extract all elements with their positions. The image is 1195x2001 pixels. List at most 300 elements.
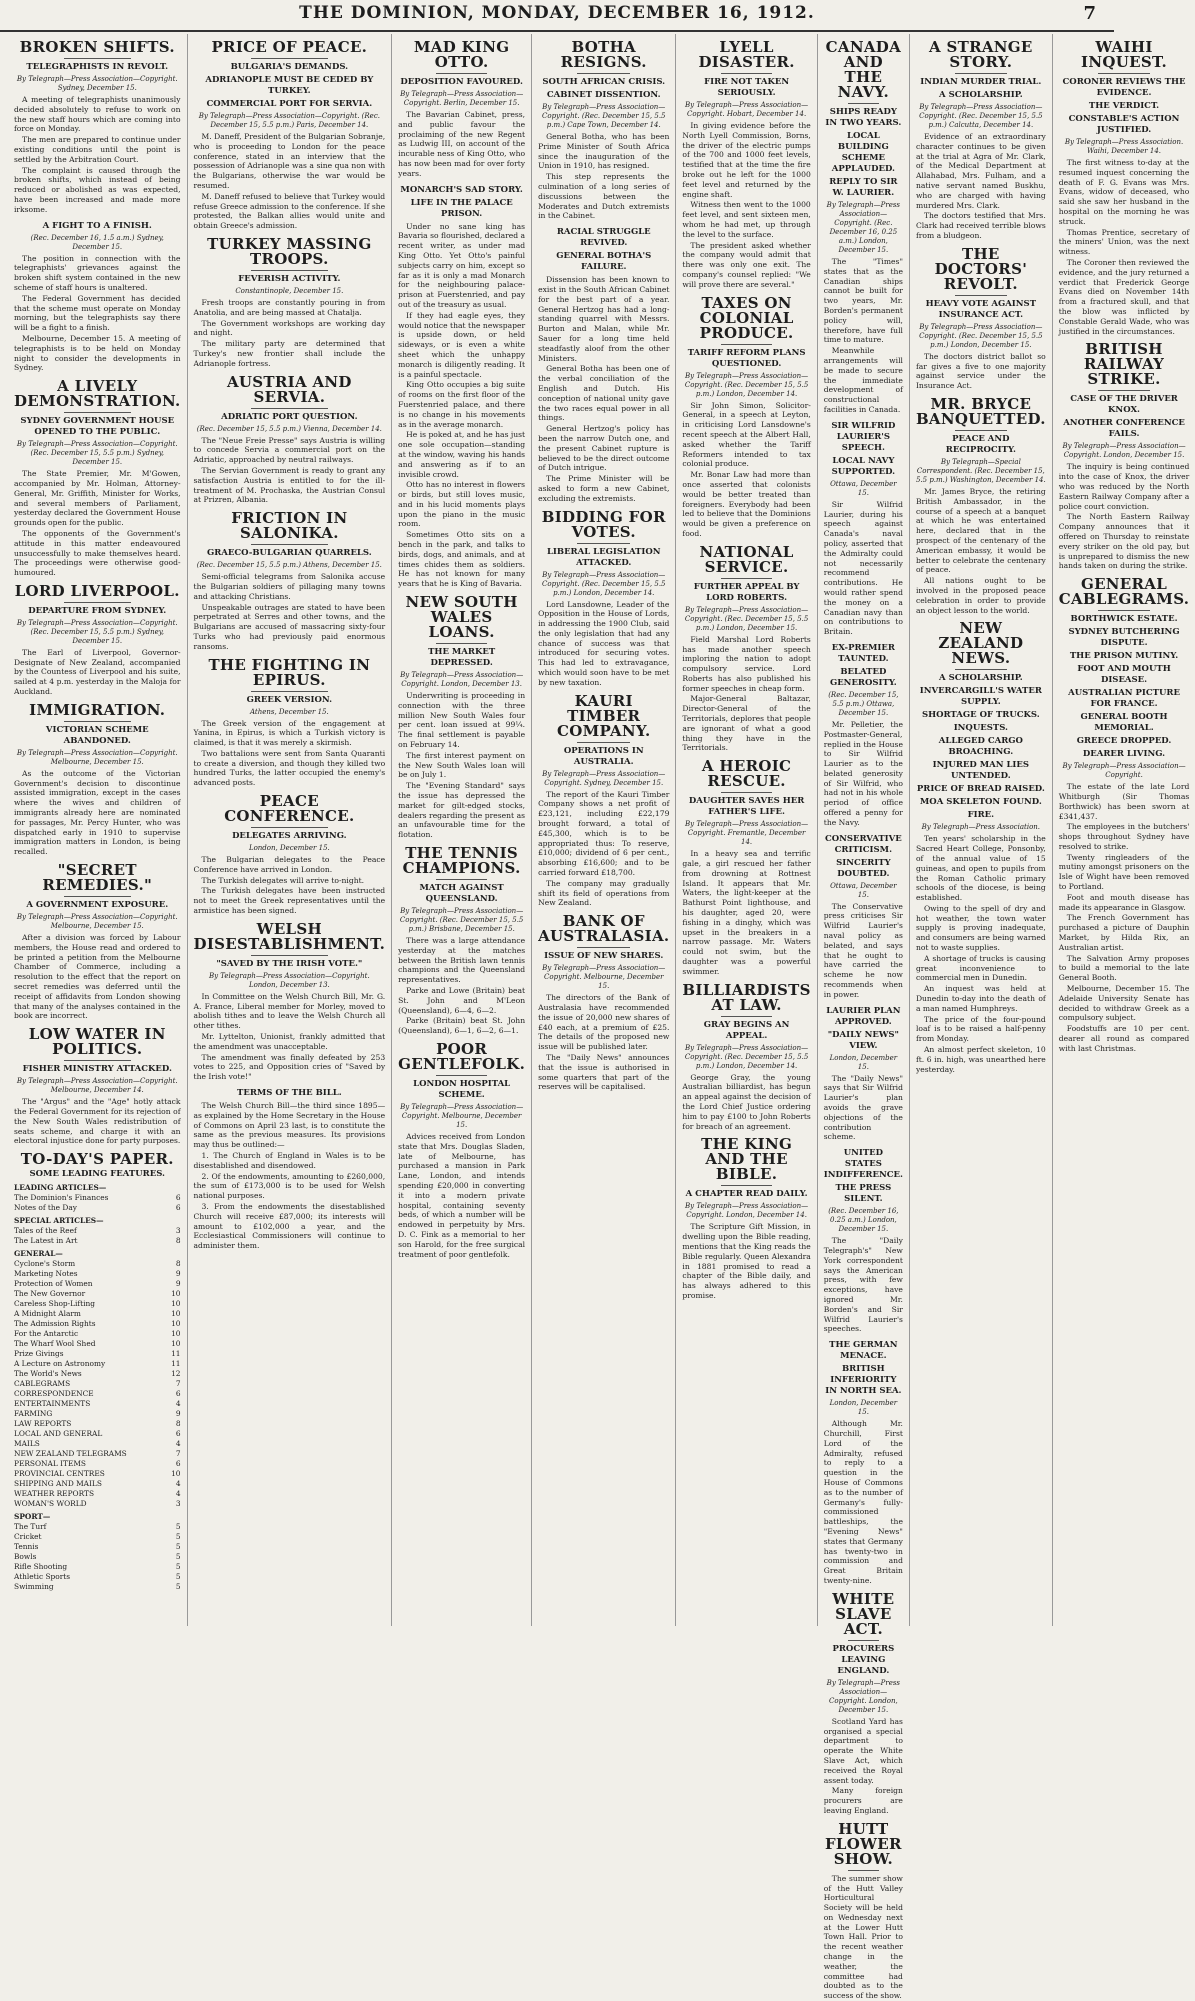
article-subhead: A SCHOLARSHIP. bbox=[939, 90, 1023, 100]
article-paragraph: In Committee on the Welsh Church Bill, Mr. G. A. France, Liberal member for Morley, moved to abolish tithes and to leave the Welsh Church all other tithes. bbox=[193, 991, 386, 1031]
index-label: Careless Shop-Lifting bbox=[14, 1299, 95, 1309]
article-paragraph: Parke and Lowe (Britain) beat St. John and M'Leon (Queensland), 6—4, 6—2. bbox=[398, 986, 526, 1015]
article-byline: By Telegraph—Press Association—Copyright. Berlin, December 15. bbox=[400, 90, 524, 107]
article-headline: LOW WATER IN POLITICS. bbox=[28, 1025, 166, 1059]
article-subhead: VICTORIAN SCHEME ABANDONED. bbox=[45, 724, 149, 746]
article-headline: NEW SOUTH WALES LOANS. bbox=[405, 593, 518, 642]
article-paragraph: The position in connection with the telegraphists' grievances against the broken shift system contained in the new scheme of staff hours is unaltered. bbox=[14, 253, 181, 292]
index-page: 6 bbox=[175, 1459, 181, 1469]
index-label: Athletic Sports bbox=[14, 1572, 71, 1582]
rule-divider bbox=[848, 1870, 880, 1871]
index-row bbox=[14, 1319, 181, 1329]
index-page: 10 bbox=[171, 1309, 181, 1319]
article-subhead: THE GERMAN MENACE. bbox=[829, 1340, 898, 1362]
article-paragraph: He is poked at, and he has just one sole occupation—standing at the window, waving his hands and answering as if to an invisible crowd. bbox=[398, 430, 526, 479]
article bbox=[823, 1589, 903, 1816]
article-paragraph: The "Neue Freie Presse" says Austria is willing to concede Servia a commercial port on the Adriatic, approached by neutral railways. bbox=[193, 435, 386, 465]
article-paragraph: The "Daily News" announces that the issue is authorised in some quarters that part of the reserves will be capitalised. bbox=[538, 1053, 670, 1092]
article-headline: PRICE OF PEACE. bbox=[211, 38, 368, 56]
article-byline: (Rec. December 15, 5.5 p.m.) Vienna, December 14. bbox=[196, 424, 382, 433]
index-title: TO-DAY'S PAPER. bbox=[20, 1150, 174, 1169]
index-label: Bowls bbox=[14, 1552, 37, 1562]
index-page: 5 bbox=[175, 1552, 181, 1562]
index-page: 6 bbox=[175, 1203, 181, 1213]
article-paragraph: Unspeakable outrages are stated to have been perpetrated at Serres and other towns, and the Bulgarians are accused of massacring sixty-four Turks who had previously paid enormous ransoms. bbox=[193, 602, 386, 651]
article-paragraph: The complaint is caused through the broken shifts, which instead of being reduced or abolished as was expected, have been increased and made more irksome. bbox=[14, 165, 181, 214]
article-paragraph: The Scripture Gift Mission, in dwelling upon the Bible reading, mentions that the King reads the Bible regularly. Queen Alexandra in 1881 promised to read a chapter of the Bible daily, and has always adhered to this promise. bbox=[682, 1222, 811, 1300]
rule-divider bbox=[251, 544, 328, 545]
article-headline: FRICTION IN SALONIKA. bbox=[231, 509, 348, 543]
article bbox=[14, 40, 181, 215]
article-paragraph: Mr. James Bryce, the retiring British Ambassador, in the course of a speech at a banquet at which he was entertained here, declared that in the prospect of the centenary of the American embassy, it would be better to celebrate the centenary of peace. bbox=[915, 486, 1046, 575]
article bbox=[14, 581, 181, 697]
article-paragraph: After a division was forced by Labour members, the House read and ordered to be printed a petition from the Melbourne Chamber of Commerce, including a resolution to the effect that the report on secret remedies was deferred until the receipt of affidavits from London showing that many of the analyses contained in the book are incorrect. bbox=[14, 933, 181, 1021]
article-subhead: A SCHOLARSHIP. bbox=[939, 673, 1023, 684]
index-label: Tales of the Reef bbox=[14, 1226, 77, 1236]
article-subhead: BRITISH INFERIORITY IN NORTH SEA. bbox=[825, 1364, 902, 1397]
index-row bbox=[14, 1269, 181, 1279]
index-label: Cyclone's Storm bbox=[14, 1259, 76, 1269]
index-page: 8 bbox=[175, 1419, 181, 1429]
article-paragraph: The French Government has purchased a picture of Dauphin Market, by Hilda Rix, an Australian artist. bbox=[1058, 913, 1190, 952]
article-byline: (Rec. December 15, 5.5 p.m.) Ottawa, December 15. bbox=[828, 690, 899, 717]
article bbox=[398, 595, 525, 840]
article bbox=[14, 379, 181, 578]
article-paragraph: Thomas Prentice, secretary of the miners' Union, was the next witness. bbox=[1058, 227, 1190, 257]
article-paragraph: Scotland Yard has organised a special department to operate the White Slave Act, which received the Royal assent today. bbox=[823, 1716, 903, 1785]
article-paragraph: King Otto occupies a big suite of rooms on the first floor of the Fuerstenried palace, and there is no change in his movements as in the average monarch. bbox=[398, 380, 526, 429]
index-row bbox=[14, 1339, 181, 1349]
index-page: 9 bbox=[175, 1269, 181, 1279]
article-subhead: INDIAN MURDER TRIAL. bbox=[920, 77, 1042, 87]
article-byline: London, December 15. bbox=[829, 1399, 898, 1417]
article-headline: LYELL DISASTER. bbox=[698, 38, 795, 71]
article-subhead: LIFE IN THE PALACE PRISON. bbox=[410, 197, 513, 219]
article-headline: LORD LIVERPOOL. bbox=[14, 581, 180, 600]
article-subhead: FISHER MINISTRY ATTACKED. bbox=[22, 1064, 172, 1075]
article-paragraph: Although Mr. Churchill, First Lord of the Admiralty, refused to reply to a question in the House of Commons as to the number of Germany's fully-commissioned battleships, the "Evening News" states that Germany has twenty-two in commission and Great Britain twenty-nine. bbox=[823, 1419, 903, 1585]
rule-divider bbox=[955, 295, 1007, 296]
index-row bbox=[14, 1489, 181, 1499]
article-subhead: INJURED MAN LIES UNTENDED. bbox=[932, 760, 1030, 782]
index-label: PROVINCIAL CENTRES bbox=[14, 1469, 105, 1479]
article-subhead: "DAILY NEWS" VIEW. bbox=[827, 1029, 899, 1051]
article-paragraph: 1. The Church of England in Wales is to be disestablished and disendowed. bbox=[193, 1151, 386, 1170]
index-page: 5 bbox=[175, 1572, 181, 1582]
article bbox=[682, 1137, 810, 1300]
page-number: 7 bbox=[1083, 3, 1096, 24]
index-page: 9 bbox=[175, 1409, 181, 1419]
article bbox=[824, 834, 903, 1000]
article-headline: BILLIARDISTS AT LAW. bbox=[682, 980, 811, 1014]
article bbox=[193, 655, 386, 789]
article-paragraph: Lord Lansdowne, Leader of the Opposition in the House of Lords, in addressing the 1900 Club, said the only legislation that had any chance of success was that introduced for securing votes. This had led to extravagance, which would soon have to be met by new taxation. bbox=[538, 599, 670, 687]
index-page: 10 bbox=[171, 1469, 181, 1479]
article-paragraph: The amendment was finally defeated by 253 votes to 225, and Opposition cries of "Saved by the Irish vote!" bbox=[193, 1052, 386, 1082]
index-label: LAW REPORTS bbox=[14, 1419, 72, 1429]
article bbox=[916, 40, 1046, 241]
article bbox=[915, 394, 1046, 615]
article bbox=[14, 863, 181, 1021]
article bbox=[824, 1340, 903, 1586]
article-paragraph: M. Daneff refused to believe that Turkey would refuse Greece admission to the conference. If she protested, the Balkan allies would unite and obtain Greece's admission. bbox=[193, 191, 386, 231]
index-label: Notes of the Day bbox=[14, 1203, 77, 1213]
article-subhead: LAURIER PLAN APPROVED. bbox=[826, 1005, 901, 1027]
article-byline: Constantinople, December 15. bbox=[235, 286, 344, 295]
article-headline: MAD KING OTTO. bbox=[413, 38, 510, 71]
article-paragraph: General Botha, who has been Prime Minister of South Africa since the inauguration of the Union in 1910, has resigned. bbox=[538, 132, 670, 171]
index-page: 10 bbox=[171, 1319, 181, 1329]
index-row bbox=[14, 1349, 181, 1359]
article-paragraph: The men are prepared to continue under existing conditions until the point is settled by the Arbitration Court. bbox=[14, 135, 181, 164]
rule-divider bbox=[251, 408, 328, 409]
rule-divider bbox=[64, 896, 131, 897]
article-byline: By Telegraph—Press Association—Copyright. (Rec. December 15, 5.5 p.m.) Sydney, December 15. bbox=[16, 618, 178, 645]
index-row bbox=[14, 1582, 181, 1592]
article-subhead: DAUGHTER SAVES HER FATHER'S LIFE. bbox=[688, 796, 805, 818]
index-section-heading: SPORT— bbox=[14, 1512, 51, 1522]
rule-divider bbox=[577, 947, 630, 948]
article-paragraph: The Salvation Army proposes to build a memorial to the late General Booth. bbox=[1058, 953, 1190, 983]
article bbox=[915, 244, 1046, 391]
article-byline: By Telegraph—Press Association—Copyright. London, December 13. bbox=[208, 971, 370, 989]
article-subhead: DEARER LIVING. bbox=[1082, 749, 1166, 760]
article-byline: By Telegraph—Special Correspondent. (Rec. December 15, 5.5 p.m.) Washington, December 14. bbox=[915, 457, 1046, 484]
article-paragraph: The opponents of the Government's attitude in this matter endeavoured unsuccessfully to make themselves heard. The proceedings were otherwise good-humoured. bbox=[14, 528, 181, 578]
index-row bbox=[14, 1532, 181, 1542]
index-section-heading: GENERAL— bbox=[14, 1249, 63, 1259]
article bbox=[916, 621, 1046, 1074]
rule-divider bbox=[436, 1075, 487, 1076]
article bbox=[194, 1088, 386, 1251]
article-subhead: BORTHWICK ESTATE. bbox=[1070, 614, 1178, 625]
article-subhead: AUSTRALIAN PICTURE FOR FRANCE. bbox=[1068, 688, 1180, 710]
article-paragraph: M. Daneff, President of the Bulgarian Sobranje, who is proceeding to London for the peace conference, stated in an interview that the possession of Adrianople was a sine qua non with the Bulgarians, otherwise the war would be resumed. bbox=[193, 132, 386, 190]
article-paragraph: Semi-official telegrams from Salonika accuse the Bulgarian soldiers of pillaging many towns and attacking Christians. bbox=[193, 572, 386, 601]
article-paragraph: The Coroner then reviewed the evidence, and the jury returned a verdict that Frederick George Evans died on November 14th from a fractured skull, and that the blow was inflicted by Constable Gerald Wade, who was justified in the circumstances. bbox=[1058, 257, 1190, 336]
article-byline: By Telegraph—Press Association—Copyright. Hobart, December 14. bbox=[685, 101, 809, 118]
article-subhead: PEACE AND RECIPROCITY. bbox=[945, 433, 1016, 455]
article-subhead: A GOVERNMENT EXPOSURE. bbox=[26, 900, 169, 911]
article bbox=[824, 1148, 903, 1334]
index-label: The Turf bbox=[14, 1522, 47, 1532]
article-subhead: LOCAL NAVY SUPPORTED. bbox=[831, 455, 896, 477]
article-subhead: SIR WILFRID LAURIER'S SPEECH. bbox=[831, 420, 896, 453]
article-paragraph: Otto has no interest in flowers or birds, but still loves music, and in his lucid moments plays upon the piano in the music room. bbox=[398, 480, 526, 529]
article-subhead: GENERAL BOOTH MEMORIAL. bbox=[1080, 712, 1168, 734]
article-byline: By Telegraph—Press Association. Waihi, December 14. bbox=[1064, 138, 1184, 155]
index-page: 3 bbox=[175, 1226, 181, 1236]
article-headline: TURKEY MASSING TROOPS. bbox=[207, 234, 372, 268]
index-page: 11 bbox=[171, 1359, 181, 1369]
article-paragraph: Foodstuffs are 10 per cent. dearer all round as compared with last Christmas. bbox=[1058, 1024, 1190, 1053]
article-subhead: MOA SKELETON FOUND. bbox=[919, 797, 1042, 808]
article-paragraph: The Turkish delegates have been instructed not to meet the Greek representatives until the armistice has been signed. bbox=[193, 886, 386, 916]
article-subhead: RACIAL STRUGGLE REVIVED. bbox=[556, 227, 651, 249]
article-byline: (Rec. December 16, 0.25 a.m.) London, December 15. bbox=[828, 1207, 899, 1234]
article-subhead: SYDNEY GOVERNMENT HOUSE OPENED TO THE PUBLIC. bbox=[20, 416, 175, 438]
index-page: 9 bbox=[175, 1279, 181, 1289]
article-byline: By Telegraph—Press Association—Copyright. (Rec. December 15, 5.5 p.m.) London, December 15. bbox=[684, 605, 809, 632]
rule-divider bbox=[64, 721, 131, 722]
index-label: MAILS bbox=[14, 1439, 40, 1449]
article-subhead: THE PRESS SILENT. bbox=[835, 1183, 892, 1205]
index-label: For the Antarctic bbox=[14, 1329, 79, 1339]
article-subhead: FIRE NOT TAKEN SERIOUSLY. bbox=[704, 77, 790, 98]
article-paragraph: Melbourne, December 15. The Adelaide University Senate has decided to withdraw Greek as a compulsory subject. bbox=[1058, 984, 1190, 1023]
article-byline: By Telegraph—Press Association—Copyright. (Rec. December 15, 5.5 p.m.) Sydney, December 15. bbox=[16, 440, 178, 467]
index-label: Marketing Notes bbox=[14, 1269, 78, 1279]
index-label: Cricket bbox=[14, 1532, 42, 1542]
column-7 bbox=[910, 34, 1053, 1626]
index-row bbox=[14, 1389, 181, 1399]
article-subhead: A CHAPTER READ DAILY. bbox=[685, 1189, 808, 1200]
rule-divider bbox=[436, 879, 487, 880]
article-byline: By Telegraph—Press Association—Copyright. (Rec. December 16, 0.25 a.m.) London, December 15. bbox=[826, 201, 901, 254]
index-row bbox=[14, 1329, 181, 1339]
index-row bbox=[14, 1409, 181, 1419]
index-page: 10 bbox=[171, 1299, 181, 1309]
article-subhead: SYDNEY BUTCHERING DISPUTE. bbox=[1068, 627, 1180, 649]
article-byline: By Telegraph—Press Association—Copyright. bbox=[1062, 762, 1186, 780]
article-paragraph: Twenty ringleaders of the mutiny amongst prisoners on the Isle of Wight have been removed to Portland. bbox=[1058, 852, 1190, 892]
index-label: CORRESPONDENCE bbox=[14, 1389, 94, 1399]
article-subhead: PROCURERS LEAVING ENGLAND. bbox=[832, 1643, 895, 1676]
article-paragraph: The North Eastern Railway Company announces that it offered on Thursday to reinstate every striker on the old pay, but is unprepared to dismiss the new hands taken on during the strike. bbox=[1058, 512, 1190, 571]
article-paragraph: A meeting of telegraphists unanimously decided absolutely to refuse to work on the new staff hours which are coming into force on Monday. bbox=[14, 95, 181, 134]
index-row bbox=[14, 1379, 181, 1389]
article-subhead: THE MARKET DEPRESSED. bbox=[428, 647, 496, 669]
article-byline: By Telegraph—Press Association—Copyright. Fremantle, December 14. bbox=[685, 820, 809, 847]
index-page: 7 bbox=[175, 1379, 181, 1389]
article-paragraph: Dissension has been known to exist in the South African Cabinet for the best part of a year. General Hertzog has had a long-standing quarrel with Messrs. Burton and Malan, while Mr. Sauer for a long time held steadfastly aloof from the other Ministers. bbox=[538, 275, 670, 363]
article-subhead: GENERAL BOTHA'S FAILURE. bbox=[556, 251, 652, 273]
article-byline: By Telegraph—Press Association—Copyright. Melbourne, December 15. bbox=[542, 964, 666, 991]
article-headline: KAURI TIMBER COMPANY. bbox=[556, 691, 651, 740]
article-byline: By Telegraph—Press Association—Copyright. London, December 15. bbox=[1062, 442, 1186, 460]
index-label: Swimming bbox=[14, 1582, 54, 1592]
article-paragraph: The Welsh Church Bill—the third since 1895—as explained by the Home Secretary in the House of Commons on April 23 last, is to constitute the same as the previous measures. Its provisions may thus be outlined:— bbox=[193, 1101, 386, 1150]
article-subhead: LOCAL BUILDING SCHEME APPLAUDED. bbox=[831, 131, 895, 174]
article-headline: PEACE CONFERENCE. bbox=[224, 792, 355, 826]
article bbox=[193, 234, 386, 369]
article-paragraph: There was a large attendance yesterday at the matches between the British lawn tennis champions and the Queensland representatives. bbox=[398, 936, 526, 985]
article-subhead: FEVERISH ACTIVITY. bbox=[238, 273, 341, 284]
article-headline: BRITISH RAILWAY STRIKE. bbox=[1083, 340, 1165, 389]
article-headline: THE TENNIS CHAMPIONS. bbox=[402, 844, 521, 878]
index-label: Prize Givings bbox=[14, 1349, 64, 1359]
article-paragraph: Field Marshal Lord Roberts has made another speech imploring the nation to adopt compulsory service. Lord Roberts has also published his former speeches in cheap form. bbox=[682, 634, 811, 693]
article-subhead: ANOTHER CONFERENCE FAILS. bbox=[1063, 418, 1185, 440]
rule-divider bbox=[848, 103, 880, 104]
article-subhead: BELATED GENEROSITY. bbox=[829, 666, 897, 688]
rule-divider bbox=[577, 742, 630, 743]
article-byline: By Telegraph—Press Association—Copyright. Sydney, December 15. bbox=[542, 769, 666, 787]
rule-divider bbox=[1098, 610, 1150, 611]
article-headline: BIDDING FOR VOTES. bbox=[541, 507, 666, 541]
article-subhead: TARIFF REFORM PLANS QUESTIONED. bbox=[687, 347, 806, 369]
article-subhead: MATCH AGAINST QUEENSLAND. bbox=[419, 883, 504, 905]
index-row bbox=[14, 1562, 181, 1572]
index-row bbox=[14, 1359, 181, 1369]
rule-divider bbox=[64, 602, 131, 603]
article bbox=[682, 980, 811, 1132]
rule-divider bbox=[436, 73, 487, 74]
article bbox=[824, 1006, 903, 1143]
article-byline: By Telegraph—Press Association—Copyright. (Rec. December 15, 5.5 p.m.) Calcutta, December 14. bbox=[919, 103, 1043, 129]
article bbox=[194, 511, 386, 651]
article-subhead: COMMERCIAL PORT FOR SERVIA. bbox=[206, 99, 373, 109]
article-byline: Ottawa, December 15. bbox=[830, 479, 897, 497]
article-subhead: LONDON HOSPITAL SCHEME. bbox=[413, 1078, 511, 1100]
article-byline: By Telegraph—Press Association. bbox=[921, 823, 1041, 832]
article-paragraph: Melbourne, December 15. A meeting of telegraphists is to be held on Monday night to consider the developments in Sydney. bbox=[14, 333, 181, 373]
index-row bbox=[14, 1193, 181, 1203]
article-paragraph: The Bulgarian delegates to the Peace Conference have arrived in London. bbox=[193, 855, 386, 874]
columns bbox=[8, 34, 1190, 2001]
article-byline: By Telegraph—Press Association—Copyright. London, December 14. bbox=[685, 1202, 809, 1220]
article-paragraph: The Federal Government has decided that the scheme must operate on Monday morning, but the telegraphists say there will be a fight to a finish. bbox=[14, 293, 181, 333]
article bbox=[14, 221, 181, 374]
index-page: 11 bbox=[171, 1349, 181, 1359]
article bbox=[1059, 40, 1190, 336]
article-headline: THE FIGHTING IN EPIRUS. bbox=[208, 655, 371, 689]
column-8 bbox=[1053, 34, 1195, 1626]
article-byline: London, December 15. bbox=[248, 844, 330, 853]
article-paragraph: Mr. Lyttelton, Unionist, frankly admitted that the amendment was unacceptable. bbox=[193, 1032, 386, 1051]
article-paragraph: An almost perfect skeleton, 10 ft. 6 in. high, was unearthed here yesterday. bbox=[915, 1045, 1046, 1074]
index-row bbox=[14, 1479, 181, 1489]
article-subhead: OPERATIONS IN AUSTRALIA. bbox=[563, 745, 644, 767]
article bbox=[682, 40, 810, 290]
index-label: FARMING bbox=[14, 1409, 53, 1419]
article-subhead: DEPARTURE FROM SYDNEY. bbox=[28, 605, 167, 616]
index-page: 5 bbox=[175, 1582, 181, 1592]
article-paragraph: In giving evidence before the North Lyell Commission, Borns, the driver of the electric pumps of the 700 and 1000 feet levels, testified that at the time the fire broke out he left for the 1000 feet level and returned by the engine shaft. bbox=[682, 121, 811, 199]
article-headline: HUTT FLOWER SHOW. bbox=[824, 1819, 902, 1868]
rule-divider bbox=[251, 955, 328, 956]
index-row bbox=[14, 1522, 181, 1532]
article-paragraph: Evidence of an extraordinary character continues to be given at the trial at Agra of Mr. Clark, of the Medical Department at Allahabad, Mrs. Fulham, and a native servant named Buskhu, who are charged with having murdered Mrs. Clark. bbox=[915, 132, 1046, 210]
article-headline: THE KING AND THE BIBLE. bbox=[701, 1135, 793, 1184]
article-paragraph: Mr. Pelletier, the Postmaster-General, replied in the House to Sir Wilfrid Laurier as to the belated generosity of Sir Wilfrid, who had not in his whole period of office offered a penny for the Navy. bbox=[823, 719, 903, 827]
article-paragraph: Foot and mouth disease has made its appearance in Glasgow. bbox=[1058, 892, 1190, 912]
rule-divider bbox=[721, 578, 772, 579]
index-page: 12 bbox=[171, 1369, 181, 1379]
index-row bbox=[14, 1439, 181, 1449]
article-paragraph: All nations ought to be involved in the proposed peace celebration in order to provide an object lesson to the world. bbox=[915, 576, 1046, 615]
article bbox=[682, 293, 811, 539]
index-label: Rifle Shooting bbox=[14, 1562, 68, 1572]
article-byline: London, December 15. bbox=[829, 1053, 898, 1071]
rule-divider bbox=[64, 58, 131, 59]
article-paragraph: The Greek version of the engagement at Yanina, in Epirus, is which a Turkish victory is claimed, is that it was merely a skirmish. bbox=[193, 718, 386, 748]
article-paragraph: General Hertzog's policy has been the narrow Dutch one, and the present Cabinet rupture is believed to be the direct outcome of Dutch intrigue. bbox=[538, 424, 670, 473]
article bbox=[538, 914, 669, 1092]
article-paragraph: Two battalions were sent from Santa Quaranti to create a diversion, and though they killed two hundred Turks, the latter occupied the enemy's advanced posts. bbox=[193, 748, 386, 788]
article-subhead: GRAECO-BULGARIAN QUARRELS. bbox=[206, 548, 372, 559]
article-paragraph: The "Evening Standard" says the issue has depressed the market for gilt-edged stocks, dealers regarding the present as an unfavourable time for the flotation. bbox=[398, 781, 526, 840]
article-subhead: HEAVY VOTE AGAINST INSURANCE ACT. bbox=[925, 298, 1037, 320]
article bbox=[194, 40, 386, 231]
rule-divider bbox=[251, 691, 328, 692]
article-byline: By Telegraph—Press Association—Copyright. (Rec. December 15, 5.5 p.m.) London, December 14. bbox=[684, 1043, 809, 1070]
article-paragraph: The price of the four-pound loaf is to be raised a half-penny from Monday. bbox=[915, 1014, 1046, 1044]
article bbox=[824, 421, 903, 637]
rule-divider bbox=[577, 543, 630, 544]
column-4 bbox=[532, 34, 676, 1626]
rule-divider bbox=[848, 1640, 880, 1641]
index-subtitle: SOME LEADING FEATURES. bbox=[29, 1169, 165, 1180]
index-page: 10 bbox=[171, 1289, 181, 1299]
article-headline: AUSTRIA AND SERVIA. bbox=[226, 372, 352, 406]
article bbox=[193, 372, 386, 506]
article bbox=[538, 507, 670, 688]
index-row bbox=[14, 1542, 181, 1552]
column-5 bbox=[676, 34, 817, 1626]
rule-divider bbox=[955, 430, 1007, 431]
article-paragraph: The first witness to-day at the resumed inquest concerning the death of F. G. Evans was Mrs. Evans, widow of deceased, who said she saw her husband in the hospital on the morning he was struck. bbox=[1058, 158, 1190, 226]
article-headline: BANK OF AUSTRALASIA. bbox=[538, 912, 670, 946]
article-subhead: REPLY TO SIR W. LAURIER. bbox=[829, 177, 898, 198]
article-paragraph: Sometimes Otto sits on a bench in the park, and talks to birds, dogs, and animals, and at times chides them as soldiers. He has not known for many years that he is King of Bavaria. bbox=[398, 530, 526, 589]
article-paragraph: The Prime Minister will be asked to form a new Cabinet, excluding the extremists. bbox=[538, 474, 670, 503]
article bbox=[194, 794, 386, 916]
index-label: PERSONAL ITEMS bbox=[14, 1459, 86, 1469]
article-paragraph: A shortage of trucks is causing great inconvenience to commercial men in Dunedin. bbox=[915, 953, 1046, 983]
article-headline: TAXES ON COLONIAL PRODUCE. bbox=[699, 293, 794, 342]
index-page: 8 bbox=[175, 1236, 181, 1246]
article-byline: By Telegraph—Press Association—Copyright. Melbourne, December 15. bbox=[16, 748, 178, 766]
article-paragraph: In a heavy sea and terrific gale, a girl rescued her father from drowning at Rottnest Island. It appears that Mr. Waters, the light-keeper at the Bathurst Point lighthouse, and his daughter, aged 20, were fishing in a dinghy, which was upset in the breakers in a narrow passage. Mr. Waters could not swim, but the daughter was a powerful swimmer. bbox=[682, 849, 811, 976]
index-page: 8 bbox=[175, 1259, 181, 1269]
article-byline: (Rec. December 16, 1.5 a.m.) Sydney, December 15. bbox=[30, 233, 164, 251]
article-headline: POOR GENTLEFOLK. bbox=[398, 1039, 526, 1073]
article-paragraph: The doctors district ballot so far gives a five to one majority against service under the Insurance Act. bbox=[915, 351, 1046, 391]
article-paragraph: Fresh troops are constantly pouring in from Anatolia, and are being massed at Chatalja. bbox=[193, 297, 386, 317]
article-byline: Ottawa, December 15. bbox=[830, 881, 897, 899]
index-label: A Lecture on Astronomy bbox=[14, 1359, 106, 1369]
article-paragraph: Many foreign procurers are leaving England. bbox=[823, 1786, 903, 1815]
index-label: The Dominion's Finances bbox=[14, 1193, 109, 1203]
index-page: 4 bbox=[175, 1479, 181, 1489]
rule-divider bbox=[251, 58, 328, 59]
article-headline: NEW ZEALAND NEWS. bbox=[938, 619, 1024, 668]
article-headline: THE DOCTORS' REVOLT. bbox=[934, 244, 1028, 293]
article-byline: By Telegraph—Press Association—Copyright. Melbourne, December 15. bbox=[16, 913, 178, 931]
article-headline: WHITE SLAVE ACT. bbox=[832, 1589, 895, 1638]
index-row bbox=[14, 1236, 181, 1246]
article-byline: By Telegraph—Press Association—Copyright. London, December 13. bbox=[400, 671, 524, 689]
article-byline: (Rec. December 15, 5.5 p.m.) Athens, December 15. bbox=[196, 561, 382, 570]
article-paragraph: The "Times" states that as the Canadian ships cannot be built for two years, Mr. Borden's permanent policy will, therefore, have full time to mature. bbox=[823, 257, 903, 345]
index-row bbox=[14, 1309, 181, 1319]
article bbox=[398, 1039, 526, 1259]
article-paragraph: Sir Wilfrid Laurier, during his speech against Canada's naval policy, asserted that the Admiralty could not necessarily recommend contributions. He would rather spend the money on a Canadian navy than on contributions to Britain. bbox=[823, 499, 903, 637]
article-subhead: SOUTH AFRICAN CRISIS. bbox=[542, 77, 666, 87]
rule-divider bbox=[721, 1185, 772, 1186]
article-paragraph: Owing to the spell of dry and hot weather, the town water supply is proving inadequate, and consumers are being warned not to waste supplies. bbox=[915, 903, 1046, 953]
article-subhead: CONSERVATIVE CRITICISM. bbox=[824, 833, 902, 855]
article-paragraph: Mr. Bonar Law had more than once asserted that colonists would be better treated than foreigners. Everybody had been led to believe that the Dominions would be given a preference on food. bbox=[682, 470, 811, 538]
article-byline: By Telegraph—Press Association—Copyright. Melbourne, December 14. bbox=[16, 1077, 178, 1095]
index-label: ENTERTAINMENTS bbox=[14, 1399, 91, 1409]
article-paragraph: The Conservative press criticises Sir Wilfrid Laurier's naval policy as belated, and says that he ought to have carried the scheme he now recommends when in power. bbox=[823, 901, 903, 999]
article-subhead: ADRIANOPLE MUST BE CEDED BY TURKEY. bbox=[205, 75, 374, 96]
article-paragraph: The doctors testified that Mrs. Clark had received terrible blows from a bludgeon. bbox=[915, 211, 1046, 240]
article-subhead: CORONER REVIEWS THE EVIDENCE. bbox=[1062, 77, 1186, 98]
article-headline: BOTHA RESIGNS. bbox=[560, 38, 647, 71]
